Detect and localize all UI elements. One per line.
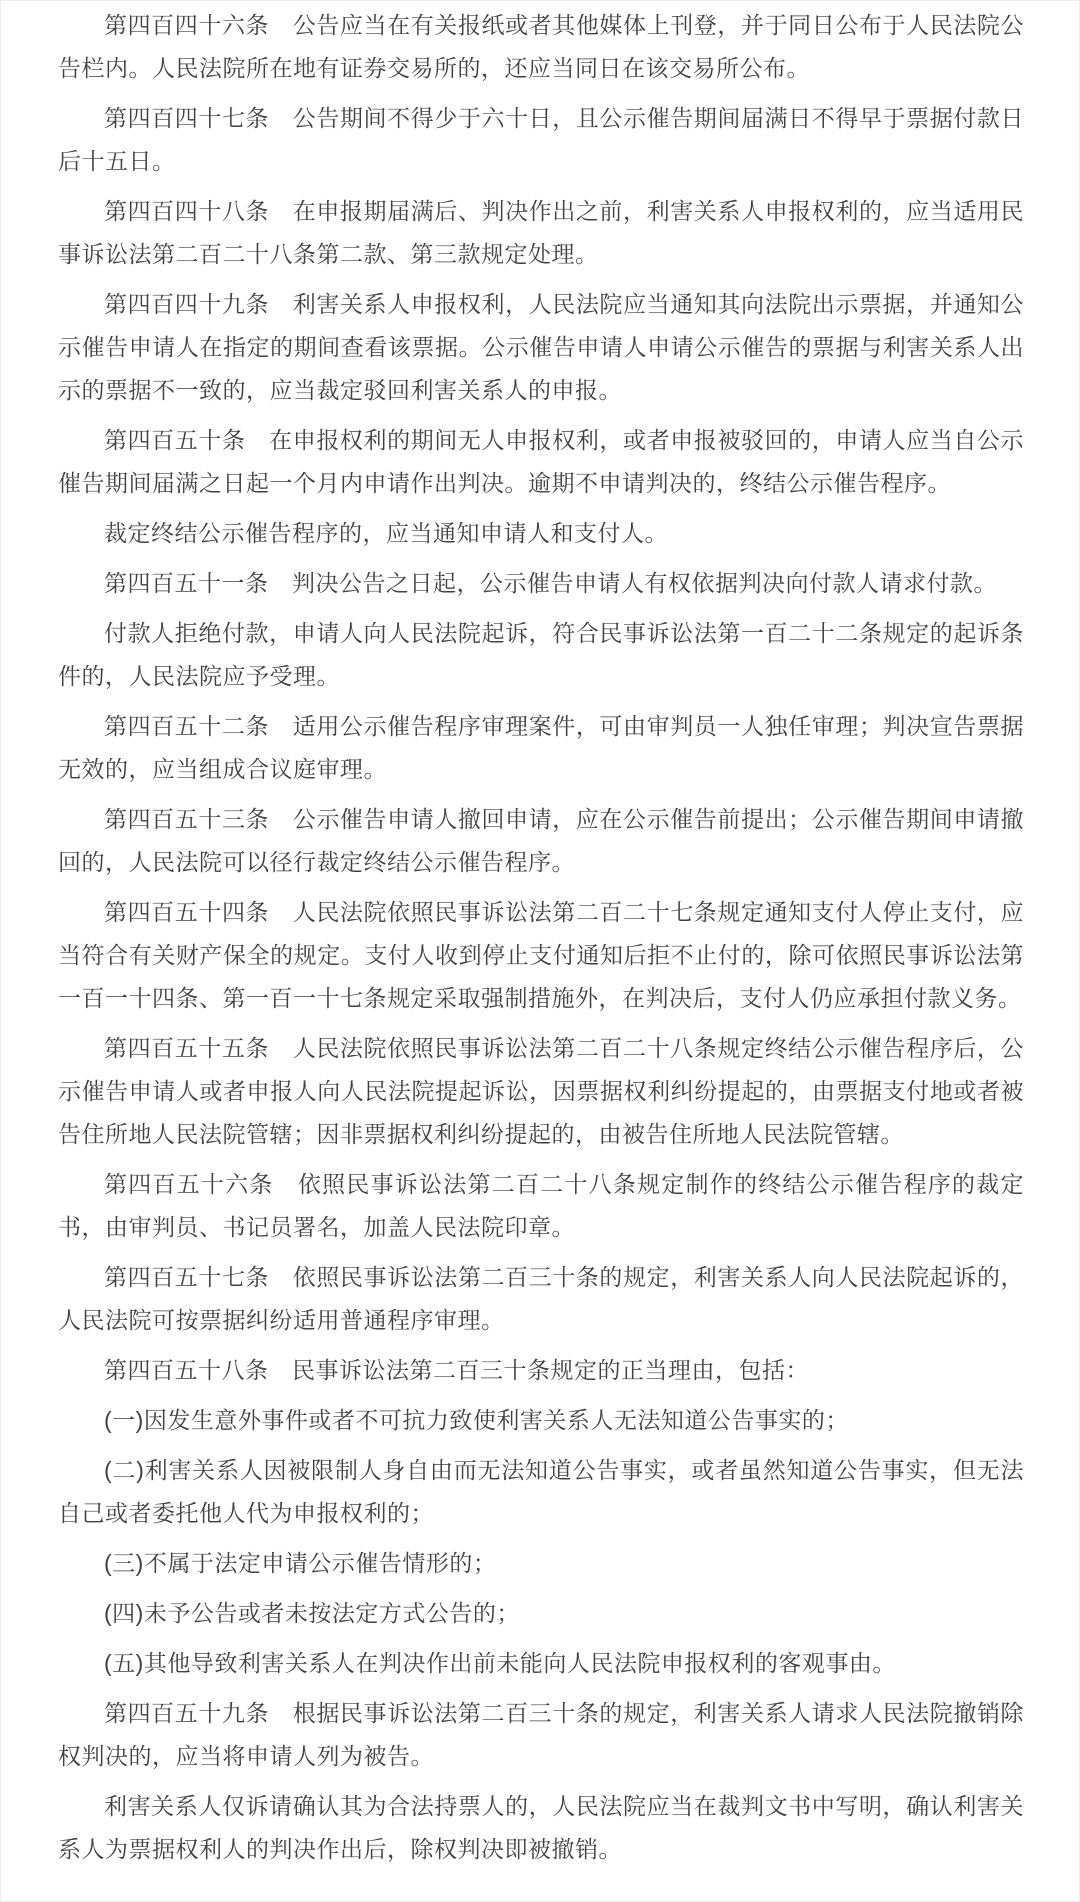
article-449: 第四百四十九条 利害关系人申报权利，人民法院应当通知其向法院出示票据，并通知公示催告申请人在指定的期间查看该票据。公示催告申请人申请公示催告的票据与利害关系人出示的票据不一致的，应当裁定驳回利害关系人的申报。 bbox=[58, 291, 1024, 403]
article-450: 第四百五十条 在申报权利的期间无人申报权利，或者申报被驳回的，申请人应当自公示催告期间届满之日起一个月内申请作出判决。逾期不申请判决的，终结公示催告程序。 bbox=[58, 427, 1024, 496]
article-446: 第四百四十六条 公告应当在有关报纸或者其他媒体上刊登，并于同日公布于人民法院公告栏内。人民法院所在地有证券交易所的，还应当同日在该交易所公布。 bbox=[58, 12, 1024, 81]
article-459-clause-2: 利害关系人仅诉请确认其为合法持票人的，人民法院应当在裁判文书中写明，确认利害关系人为票据权利人的判决作出后，除权判决即被撤销。 bbox=[58, 1793, 1024, 1862]
article-451-clause-2: 付款人拒绝付款，申请人向人民法院起诉，符合民事诉讼法第一百二十二条规定的起诉条件的，人民法院应予受理。 bbox=[58, 620, 1024, 689]
article-453: 第四百五十三条 公示催告申请人撤回申请，应在公示催告前提出；公示催告期间申请撤回的，人民法院可以径行裁定终结公示催告程序。 bbox=[58, 806, 1024, 875]
article-448: 第四百四十八条 在申报期届满后、判决作出之前，利害关系人申报权利的，应当适用民事诉讼法第二百二十八条第二款、第三款规定处理。 bbox=[58, 198, 1024, 267]
article-452: 第四百五十二条 适用公示催告程序审理案件，可由审判员一人独任审理；判决宣告票据无效的，应当组成合议庭审理。 bbox=[58, 713, 1024, 782]
article-450-clause-2: 裁定终结公示催告程序的，应当通知申请人和支付人。 bbox=[104, 520, 668, 546]
article-447: 第四百四十七条 公告期间不得少于六十日，且公示催告期间届满日不得早于票据付款日后十五日。 bbox=[58, 105, 1024, 174]
article-456: 第四百五十六条 依照民事诉讼法第二百二十八条规定制作的终结公示催告程序的裁定书，由审判员、书记员署名，加盖人民法院印章。 bbox=[58, 1171, 1024, 1240]
article-458-item-1: (一)因发生意外事件或者不可抗力致使利害关系人无法知道公告事实的； bbox=[104, 1407, 849, 1433]
article-458-item-2: (二)利害关系人因被限制人身自由而无法知道公告事实，或者虽然知道公告事实，但无法自己或者委托他人代为申报权利的； bbox=[58, 1457, 1024, 1526]
article-455: 第四百五十五条 人民法院依照民事诉讼法第二百二十八条规定终结公示催告程序后，公示催告申请人或者申报人向人民法院提起诉讼，因票据权利纠纷提起的，由票据支付地或者被告住所地人民法院管辖；因非票据权利纠纷提起的，由被告住所地人民法院管辖。 bbox=[58, 1035, 1024, 1147]
legal-document-body bbox=[1, 1, 1080, 1901]
article-457: 第四百五十七条 依照民事诉讼法第二百三十条的规定，利害关系人向人民法院起诉的，人民法院可按票据纠纷适用普通程序审理。 bbox=[58, 1264, 1024, 1333]
article-458-item-3: (三)不属于法定申请公示催告情形的； bbox=[104, 1550, 497, 1576]
article-458-item-5: (五)其他导致利害关系人在判决作出前未能向人民法院申报权利的客观事由。 bbox=[104, 1650, 896, 1676]
article-451: 第四百五十一条 判决公告之日起，公示催告申请人有权依据判决向付款人请求付款。 bbox=[104, 570, 997, 596]
article-458-item-4: (四)未予公告或者未按法定方式公告的； bbox=[104, 1600, 520, 1626]
article-459: 第四百五十九条 根据民事诉讼法第二百三十条的规定，利害关系人请求人民法院撤销除权判决的，应当将申请人列为被告。 bbox=[58, 1700, 1024, 1769]
article-458: 第四百五十八条 民事诉讼法第二百三十条规定的正当理由，包括： bbox=[104, 1357, 809, 1383]
article-454: 第四百五十四条 人民法院依照民事诉讼法第二百二十七条规定通知支付人停止支付，应当符合有关财产保全的规定。支付人收到停止支付通知后拒不止付的，除可依照民事诉讼法第一百一十四条、第一百一十七条规定采取强制措施外，在判决后，支付人仍应承担付款义务。 bbox=[58, 899, 1024, 1011]
